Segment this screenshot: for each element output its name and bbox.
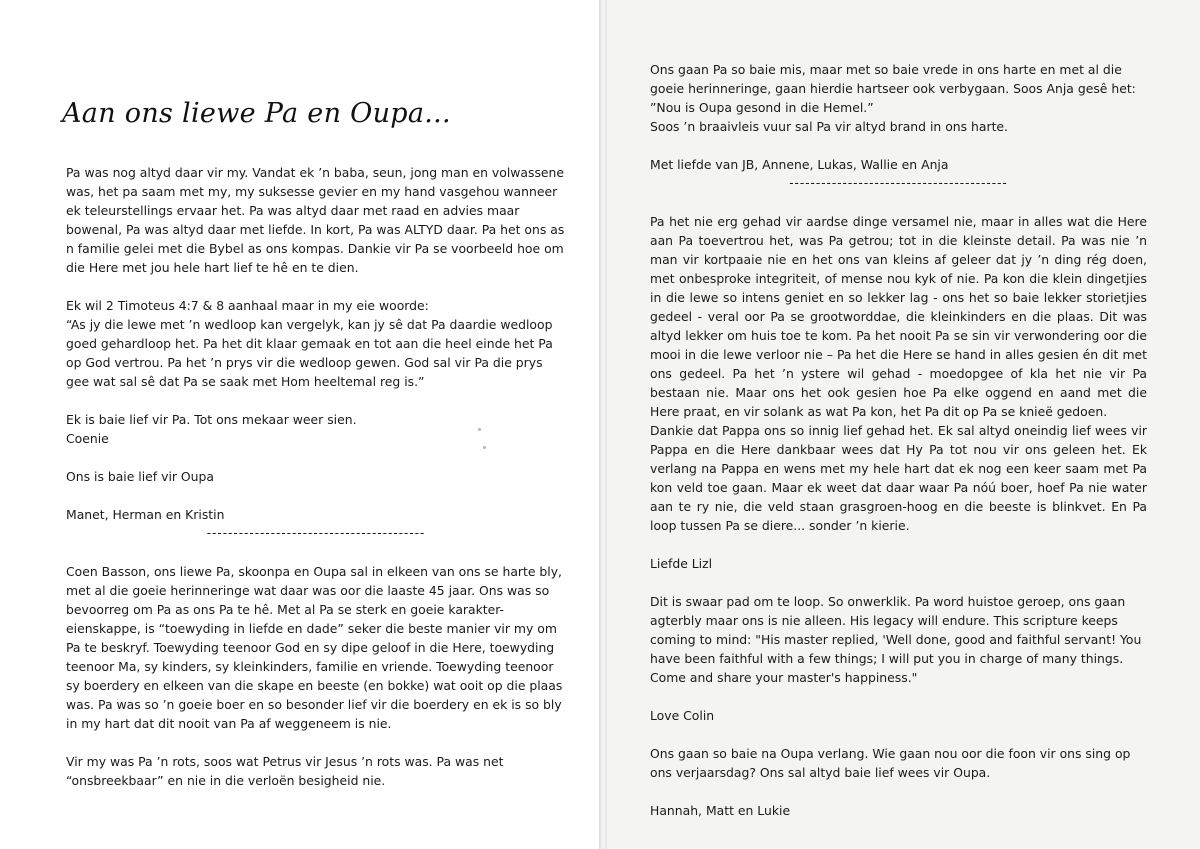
tribute-paragraph: Dankie dat Pappa ons so innig lief gehad het. Ek sal altyd oneindig lief wees vir Pappa en die Here dankbaar wees dat Hy Pa tot nou vir ons geleen het. Ek verlang na Pappa en wens met my hele hart dat ek nog een keer saam met Pa kon veld toe gaan. Maar ek weet dat daar waar Pa nóú boer, hoef Pa nie water aan te ry nie, die veld staan grasgroen-hoog en die beeste is blinkvet. En Pa loop tussen Pa se diere... sonder ’n kierie. [650,423,1147,533]
right-column [650,60,1147,820]
signature: Manet, Herman en Kristin [66,507,225,522]
signature: Coenie [66,431,109,446]
tribute-paragraph: Ek wil 2 Timoteus 4:7 & 8 aanhaal maar in my eie woorde: [66,298,429,313]
tribute-line: Soos ’n braaivleis vuur sal Pa vir altyd brand in ons harte. [650,119,1008,134]
signature: Hannah, Matt en Lukie [650,803,791,818]
closing-line: Ons is baie lief vir Oupa [66,469,214,484]
tribute-paragraph: Ons gaan Pa so baie mis, maar met so baie vrede in ons harte en met al die goeie herinneringe, gaan hierdie hartseer ook verbygaan. Soos Anja gesê het: [650,62,1136,96]
tribute-paragraph: Coen Basson, ons liewe Pa, skoonpa en Oupa sal in elkeen van ons se harte bly, met al die goeie herinneringe wat daar was oor die laaste 45 jaar. Ons was so bevoorreg om Pa as ons Pa te hê. Met al Pa se sterk en goeie karakter-eienskappe, is “toewyding in liefde en dade” seker die beste manier vir my om Pa te beskryf. Toewyding teenoor God en sy dipe geloof in die Here, toewyding teenoor Ma, sy kinders, sy kleinkinders, familie en vriende. Toewyding teenoor sy boerdery en elkeen van die skape en beeste (en bokke) wat ooit op die plaas was. Pa was so ’n goeie boer en so besonder lief vir die boerdery en ek is so bly in my hart dat dit nooit van Pa af weggeneem is nie. [66,564,563,731]
scripture-quote: “As jy die lewe met ’n wedloop kan vergelyk, kan jy sê dat Pa daardie wedloop goed gehardloop het. Pa het dit klaar gemaak en tot aan die heel einde het Pa op God vertrou. Pa het ’n prys vir die wedloop gewen. God sal vir Pa die prys gee wat sal sê dat Pa se saak met Hom heeltemal reg is.” [66,317,553,389]
signature: Liefde Lizl [650,556,713,571]
tribute-paragraph: Vir my was Pa ’n rots, soos wat Petrus vir Jesus ’n rots was. Pa was net “onsbreekbaar” en nie in die verloën besigheid nie. [66,754,504,788]
quote-line: ”Nou is Oupa gesond in die Hemel.” [650,100,874,115]
tribute-paragraph: Dit is swaar pad om te loop. So onwerklik. Pa word huistoe geroep, ons gaan agterbly maar ons is nie alleen. His legacy will endure. This scripture keeps coming to mind: "His master replied, 'Well done, good and faithful servant! You have been faithful with a few things; I will put you in charge of many things. Come and share your master's happiness." [650,594,1142,685]
page-title: Aan ons liewe Pa en Oupa... [62,98,451,129]
tribute-paragraph: Pa het nie erg gehad vir aardse dinge versamel nie, maar in alles wat die Here aan Pa toevertrou het, was Pa getrou; tot in die kleinste detail. Pa was nie ’n man vir kortpaaie nie en het ons van kleins af geleer dat jy ’n ding rég doen, met onbesproke integriteit, of mense nou kyk of nie. Pa kon die klein dingetjies in die lewe so intens geniet en so lekker lag - ons het so baie lekker storietjies gedeel - veral oor Pa se grootworddae, die kleinkinders en die plaas. Dit was altyd lekker om huis toe te kom. Pa het nooit Pa se sin vir verwondering oor die mooi in die lewe verloor nie – Pa het die Here se hand in alles gesien én dit met ons gedeel. Pa het ’n ystere wil gehad - moedopgee of kla het nie vir Pa bestaan nie. Maar ons het ook gesien hoe Pa elke oggend en aand met die Here praat, en vir solank as wat Pa kon, het Pa dit op Pa se knieë gedoen. [650,214,1147,419]
section-divider: ----------------------------------------- [789,176,1008,190]
signature: Met liefde van JB, Annene, Lukas, Wallie en Anja [650,157,949,172]
signature: Love Colin [650,708,715,723]
tribute-paragraph: Ons gaan so baie na Oupa verlang. Wie gaan nou oor die foon vir ons sing op ons verjaarsdag? Ons sal altyd baie lief wees vir Oupa. [650,746,1131,780]
closing-line: Ek is baie lief vir Pa. Tot ons mekaar weer sien. [66,412,357,427]
tribute-paragraph: Pa was nog altyd daar vir my. Vandat ek ’n baba, seun, jong man en volwassene was, het pa saam met my, my suksesse gevier en my hand vasgehou wanneer ek teleurstellings ervaar het. Pa was altyd daar met raad en advies maar bowenal, Pa was altyd daar met liefde. In kort, Pa was ALTYD daar. Pa het ons as n familie gelei met die Bybel as ons kompas. Dankie vir Pa se voorbeeld hoe om die Here met jou hele hart lief te hê en te dien. [66,165,565,275]
section-divider: ----------------------------------------- [206,526,426,540]
